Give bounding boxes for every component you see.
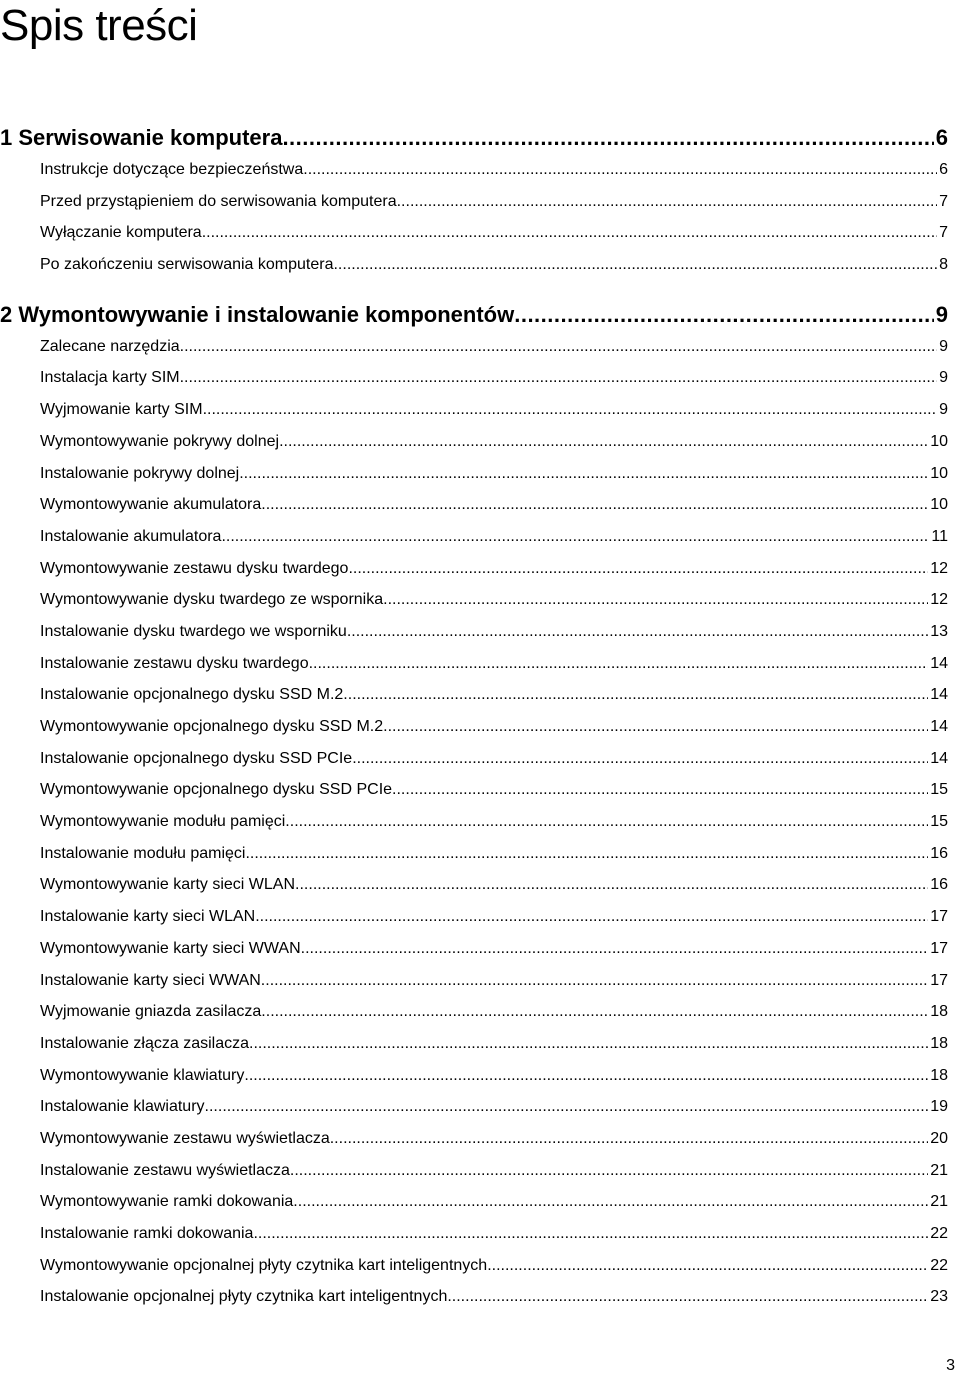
toc-entry-label: Instalowanie karty sieci WWAN <box>40 971 261 989</box>
toc-entry-label: Wymontowywanie opcjonalnego dysku SSD M.2 <box>40 718 384 735</box>
toc-entry-page: 22 <box>930 1256 948 1274</box>
toc-entry[interactable] <box>0 965 948 997</box>
toc-chapter-label: 1 Serwisowanie komputera <box>0 125 283 150</box>
toc-entry-page: 13 <box>930 622 948 640</box>
toc-entry-label: Wymontowywanie opcjonalnego dysku SSD PCIe <box>40 781 393 799</box>
toc-entry-label: Instalowanie zestawu dysku twardego <box>40 654 309 672</box>
toc-entry-label: Instalowanie pokrywy dolnej <box>40 464 240 482</box>
toc-entry-label: Wymontowywanie pokrywy dolnej <box>40 432 280 450</box>
toc-entry-page: 21 <box>930 1161 948 1179</box>
toc-chapter-page: 6 <box>935 125 948 150</box>
dot-leader <box>249 1028 928 1060</box>
dot-leader <box>261 965 928 997</box>
toc-entry-page: 7 <box>939 224 948 242</box>
toc-entry-page: 6 <box>939 161 948 178</box>
toc-entry[interactable] <box>0 1281 948 1313</box>
toc-entry-label: Wymontowywanie modułu pamięci <box>40 813 286 831</box>
toc-entry[interactable] <box>0 1218 948 1250</box>
dot-leader <box>290 1155 928 1187</box>
toc-entry-page: 23 <box>930 1288 948 1306</box>
dot-leader <box>203 394 938 426</box>
dot-leader <box>282 122 933 154</box>
dot-leader <box>180 362 937 394</box>
toc-entry-label: Wyjmowanie gniazda zasilacza <box>40 1003 262 1021</box>
dot-leader <box>348 553 928 585</box>
dot-leader <box>330 1123 928 1155</box>
toc-entry-page: 11 <box>931 527 948 545</box>
dot-leader <box>309 648 929 680</box>
toc-entry-label: Zalecane narzędzia <box>40 337 180 355</box>
toc-entry-page: 10 <box>930 432 948 450</box>
toc-entry[interactable] <box>0 679 948 711</box>
toc-entry[interactable] <box>0 1250 948 1282</box>
dot-leader <box>253 1218 928 1250</box>
toc-entry-page: 18 <box>930 1003 948 1021</box>
toc-entry-page: 14 <box>930 718 948 735</box>
toc-entry[interactable] <box>0 362 948 394</box>
toc-entry[interactable] <box>0 249 948 281</box>
toc-entry-label: Wymontowywanie opcjonalnej płyty czytnika kart inteligentnych <box>40 1256 488 1274</box>
dot-leader <box>293 1186 928 1218</box>
toc-entry-label: Instalowanie opcjonalnej płyty czytnika kart inteligentnych <box>40 1288 448 1306</box>
toc-entry[interactable] <box>0 901 948 933</box>
dot-leader <box>303 154 937 186</box>
toc-entry[interactable] <box>0 1155 948 1187</box>
toc-entry-page: 18 <box>930 1034 948 1052</box>
toc-entry-page: 16 <box>930 876 948 894</box>
dot-leader <box>221 521 929 553</box>
toc-entry-page: 7 <box>939 192 948 210</box>
toc-entry[interactable] <box>0 1123 948 1155</box>
toc-entry[interactable] <box>0 489 948 521</box>
toc-entry-label: Wymontowywanie akumulatora <box>40 496 262 514</box>
dot-leader <box>397 186 937 218</box>
page-title: Spis treści <box>0 1 198 50</box>
toc-entry[interactable] <box>0 521 948 553</box>
toc-entry-label: Instalacja karty SIM <box>40 369 180 387</box>
toc-entry[interactable] <box>0 743 948 775</box>
toc-entry-page: 17 <box>930 908 948 926</box>
toc-entry-page: 8 <box>939 256 948 274</box>
toc-entry-page: 14 <box>930 749 948 767</box>
dot-leader <box>295 869 928 901</box>
dot-leader <box>352 743 928 775</box>
page-number: 3 <box>946 1357 955 1374</box>
toc-entry[interactable] <box>0 996 948 1028</box>
dot-leader <box>180 331 937 363</box>
dot-leader <box>447 1281 928 1313</box>
dot-leader <box>245 838 928 870</box>
dot-leader <box>347 616 928 648</box>
dot-leader <box>279 426 928 458</box>
toc-entry-label: Instalowanie zestawu wyświetlacza <box>40 1161 290 1179</box>
toc-entry[interactable] <box>0 553 948 585</box>
toc-entry-page: 15 <box>930 781 948 799</box>
toc-entry[interactable] <box>0 838 948 870</box>
toc-entry-page: 10 <box>930 464 948 482</box>
toc-entry[interactable] <box>0 584 948 616</box>
toc-chapter <box>0 122 948 281</box>
toc-entry[interactable] <box>0 154 948 186</box>
dot-leader <box>383 584 928 616</box>
toc-entry-page: 21 <box>930 1193 948 1211</box>
toc-entry-label: Instrukcje dotyczące bezpieczeństwa <box>40 161 304 178</box>
toc-entry[interactable] <box>0 1186 948 1218</box>
toc-entry[interactable] <box>0 774 948 806</box>
toc-entry-label: Przed przystąpieniem do serwisowania komputera <box>40 192 397 210</box>
toc-entry-label: Instalowanie ramki dokowania <box>40 1225 254 1242</box>
dot-leader <box>261 489 928 521</box>
toc-entry-label: Wymontowywanie klawiatury <box>40 1066 245 1084</box>
dot-leader <box>343 679 928 711</box>
toc-entry-label: Wymontowywanie zestawu dysku twardego <box>40 559 349 577</box>
toc-chapter-entry[interactable] <box>0 299 948 331</box>
toc-entry-label: Wyjmowanie karty SIM <box>40 401 203 419</box>
toc-entry-page: 18 <box>930 1066 948 1084</box>
toc-entry-label: Instalowanie złącza zasilacza <box>40 1034 249 1052</box>
toc-entry-page: 9 <box>939 337 948 355</box>
toc-entry[interactable] <box>0 1091 948 1123</box>
toc-entry-page: 12 <box>930 591 948 609</box>
dot-leader <box>202 217 937 249</box>
toc-entry-page: 9 <box>939 369 948 387</box>
toc-entry-label: Wyłączanie komputera <box>40 224 202 242</box>
toc-entry-page: 9 <box>939 401 948 419</box>
toc-entry-page: 15 <box>930 813 948 831</box>
toc-chapter-entry[interactable] <box>0 122 948 154</box>
dot-leader <box>301 933 929 965</box>
toc-entry-label: Wymontowywanie ramki dokowania <box>40 1193 294 1211</box>
toc-entry[interactable] <box>0 933 948 965</box>
toc-entry-label: Po zakończeniu serwisowania komputera <box>40 256 334 274</box>
toc-entry[interactable] <box>0 394 948 426</box>
toc-entry-label: Instalowanie opcjonalnego dysku SSD M.2 <box>40 686 344 704</box>
dot-leader <box>244 1060 928 1092</box>
toc-entry-page: 17 <box>930 939 948 957</box>
toc-chapter-label: 2 Wymontowywanie i instalowanie komponentów <box>0 301 515 327</box>
toc-entry-label: Wymontowywanie dysku twardego ze wspornika <box>40 591 384 609</box>
dot-leader <box>514 299 934 331</box>
toc-entry[interactable] <box>0 426 948 458</box>
toc-entry-page: 20 <box>930 1129 948 1147</box>
toc-entry-page: 19 <box>930 1098 948 1116</box>
toc-entry-label: Instalowanie modułu pamięci <box>40 844 246 862</box>
toc-entry-page: 14 <box>930 654 948 672</box>
toc-entry[interactable] <box>0 186 948 218</box>
toc-entry-label: Instalowanie akumulatora <box>40 527 222 545</box>
toc-entry-page: 17 <box>930 971 948 989</box>
dot-leader <box>392 774 928 806</box>
toc-entry-label: Wymontowywanie karty sieci WLAN <box>40 876 296 894</box>
toc-entry-label: Wymontowywanie zestawu wyświetlacza <box>40 1129 330 1147</box>
toc-entry-page: 10 <box>930 496 948 514</box>
toc-entry[interactable] <box>0 458 948 490</box>
dot-leader <box>205 1091 929 1123</box>
toc-entry-label: Wymontowywanie karty sieci WWAN <box>40 939 301 957</box>
toc-entry-label: Instalowanie karty sieci WLAN <box>40 908 256 926</box>
dot-leader <box>383 711 928 743</box>
dot-leader <box>487 1250 928 1282</box>
dot-leader <box>285 806 928 838</box>
toc-entry-page: 16 <box>930 844 948 862</box>
toc-chapter <box>0 299 948 1313</box>
toc-entry[interactable] <box>0 711 948 743</box>
toc-entry[interactable] <box>0 869 948 901</box>
toc-entry-page: 14 <box>930 686 948 704</box>
toc-entry-label: Instalowanie klawiatury <box>40 1098 205 1116</box>
dot-leader <box>261 996 928 1028</box>
toc-entry-page: 22 <box>930 1225 948 1242</box>
toc-entry[interactable] <box>0 806 948 838</box>
toc-entry-label: Instalowanie opcjonalnego dysku SSD PCIe <box>40 749 353 767</box>
table-of-contents <box>0 122 948 1313</box>
toc-entry-label: Instalowanie dysku twardego we wsporniku <box>40 622 347 640</box>
dot-leader <box>255 901 928 933</box>
toc-entry[interactable] <box>0 1060 948 1092</box>
toc-chapter-page: 9 <box>935 301 948 327</box>
toc-entry[interactable] <box>0 217 948 249</box>
dot-leader <box>333 249 937 281</box>
toc-entry[interactable] <box>0 331 948 363</box>
toc-entry[interactable] <box>0 616 948 648</box>
toc-entry[interactable] <box>0 1028 948 1060</box>
toc-entry[interactable] <box>0 648 948 680</box>
dot-leader <box>239 458 928 490</box>
toc-entry-page: 12 <box>930 559 948 577</box>
